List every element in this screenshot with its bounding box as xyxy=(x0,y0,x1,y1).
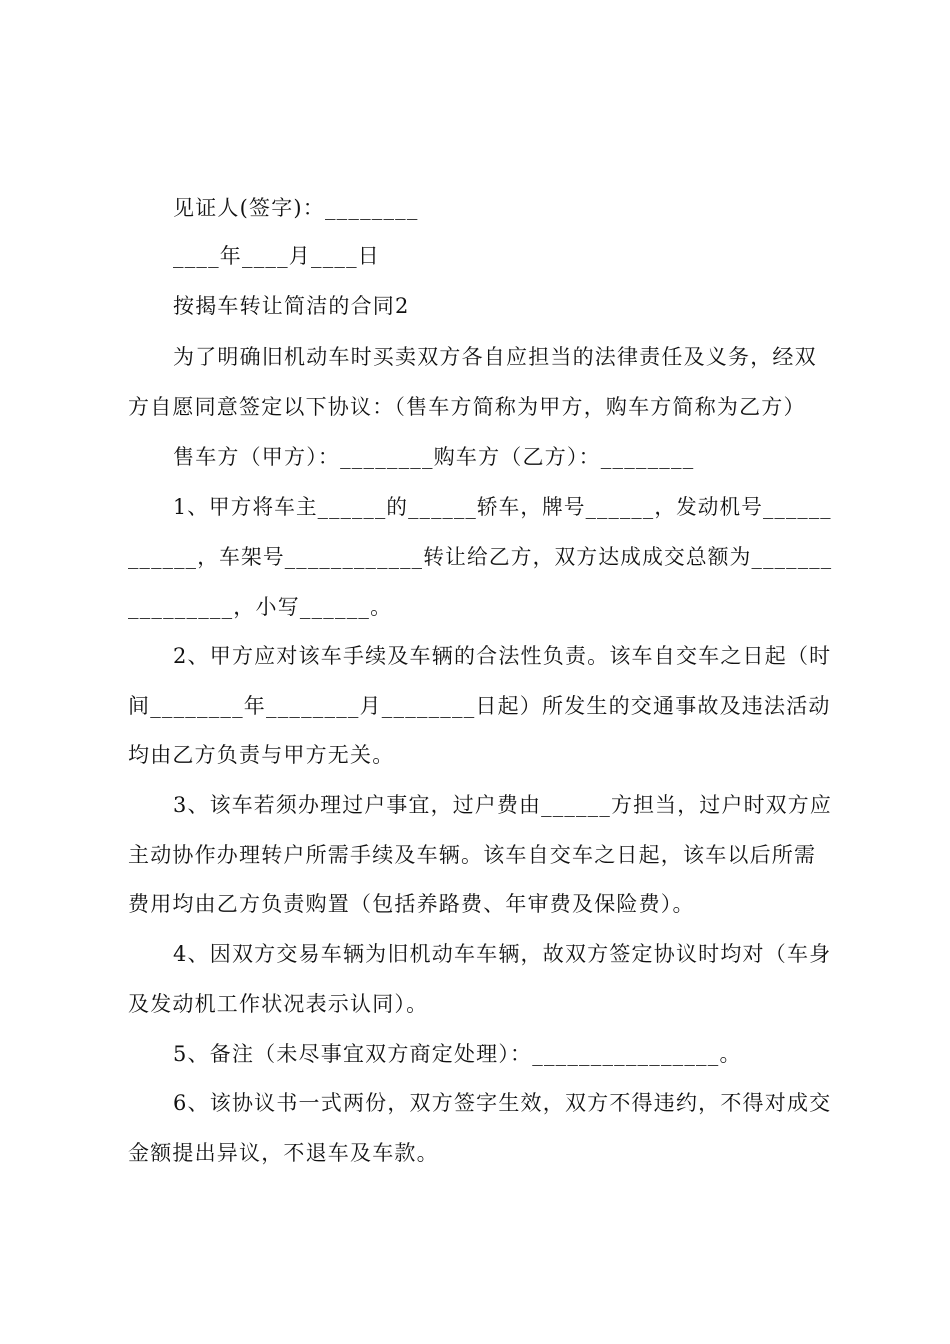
clause-1-line-3: _________，小写______。 xyxy=(128,595,393,619)
intro-line-2: 方自愿同意签定以下协议：（售车方简称为甲方，购车方简称为乙方） xyxy=(128,395,806,419)
clause-6-line-1: 6、该协议书一式两份，双方签字生效，双方不得违约，不得对成交 xyxy=(173,1091,832,1115)
clause-2-line-3: 均由乙方负责与甲方无关。 xyxy=(128,743,395,767)
clause-3-line-3: 费用均由乙方负责购置（包括养路费、年审费及保险费）。 xyxy=(128,892,695,916)
clause-6-line-2: 金额提出异议，不退车及车款。 xyxy=(128,1141,439,1165)
clause-5-line: 5、备注（未尽事宜双方商定处理）：________________。 xyxy=(173,1042,742,1066)
clause-1-line-1: 1、甲方将车主______的______轿车，牌号______，发动机号______ xyxy=(173,495,832,519)
date-line: ____年____月____日 xyxy=(173,244,380,268)
clause-1-line-2: ______，车架号____________转让给乙方，双方达成成交总额为_______ xyxy=(128,545,833,569)
parties-line: 售车方（甲方）：________购车方（乙方）：________ xyxy=(173,445,695,469)
clause-4-line-2: 及发动机工作状况表示认同）。 xyxy=(128,992,429,1016)
intro-line-1: 为了明确旧机动车时买卖双方各自应担当的法律责任及义务，经双 xyxy=(173,345,817,369)
witness-signature-line: 见证人(签字)：________ xyxy=(173,196,419,220)
clause-4-line-1: 4、因双方交易车辆为旧机动车车辆，故双方签定协议时均对（车身 xyxy=(173,942,832,966)
clause-3-line-2: 主动协作办理转户所需手续及车辆。该车自交车之日起，该车以后所需 xyxy=(128,843,817,867)
section-title: 按揭车转让简洁的合同2 xyxy=(173,294,410,318)
clause-3-line-1: 3、该车若须办理过户事宜，过户费由______方担当，过户时双方应 xyxy=(173,793,832,817)
clause-2-line-1: 2、甲方应对该车手续及车辆的合法性负责。该车自交车之日起（时 xyxy=(173,644,832,668)
clause-2-line-2: 间________年________月________日起）所发生的交通事故及违法活动 xyxy=(128,694,831,718)
